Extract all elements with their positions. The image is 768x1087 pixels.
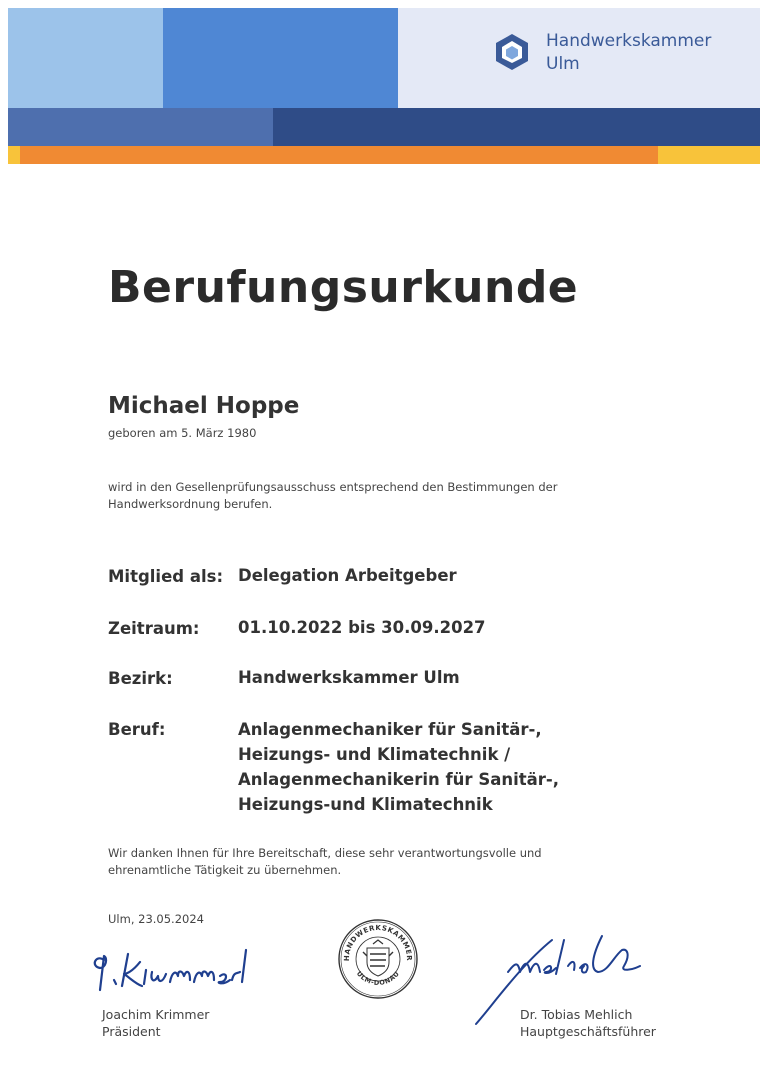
band-yellow-right	[658, 146, 760, 164]
official-seal-image	[337, 918, 419, 1000]
field-value-membership: Delegation Arbeitgeber	[238, 566, 457, 585]
field-value-profession: Anlagenmechaniker für Sanitär-, Heizungs- und Klimatechnik / Anlagenmechanikerin für Sanitär-, Heizungs-und Klimatechnik	[238, 720, 560, 814]
org-name-line1: Handwerkskammer	[546, 31, 712, 51]
intro-paragraph: wird in den Gesellenprüfungsausschuss entsprechend den Bestimmungen der Handwerksordnung berufen.	[108, 480, 558, 511]
org-name	[546, 30, 711, 76]
field-label-profession: Beruf:	[108, 720, 166, 739]
recipient-name: Michael Hoppe	[108, 393, 300, 419]
svg-text:HANDWERKSKAMMER: HANDWERKSKAMMER	[342, 923, 414, 962]
band-yellow-left	[8, 146, 20, 164]
place-and-date: Ulm, 23.05.2024	[108, 912, 204, 926]
band-orange	[8, 146, 658, 164]
field-label-membership: Mitglied als:	[108, 567, 224, 586]
field-value-district: Handwerkskammer Ulm	[238, 668, 460, 687]
signer-left-name: Joachim Krimmer	[102, 1007, 210, 1022]
band-steel-blue	[8, 108, 273, 146]
field-label-district: Bezirk:	[108, 669, 173, 688]
org-name-line2: Ulm	[546, 54, 580, 74]
birth-date-line: geboren am 5. März 1980	[108, 426, 257, 440]
signer-left-role: Präsident	[102, 1024, 161, 1039]
signer-right-role: Hauptgeschäftsführer	[520, 1024, 656, 1039]
field-value-period: 01.10.2022 bis 30.09.2027	[238, 618, 486, 637]
band-navy	[273, 108, 760, 146]
signature-left-image	[82, 940, 282, 1000]
thanks-paragraph: Wir danken Ihnen für Ihre Bereitschaft, diese sehr verantwortungsvolle und ehrenamtliche Tätigkeit zu übernehmen.	[108, 846, 542, 877]
band-light-blue	[8, 8, 163, 108]
hwk-cube-logo-icon	[492, 32, 532, 72]
signer-right-name: Dr. Tobias Mehlich	[520, 1007, 633, 1022]
field-label-period: Zeitraum:	[108, 619, 200, 638]
band-mid-blue	[163, 8, 398, 108]
document-title: Berufungsurkunde	[108, 262, 579, 313]
svg-text:ULM-DONAU: ULM-DONAU	[354, 969, 402, 987]
